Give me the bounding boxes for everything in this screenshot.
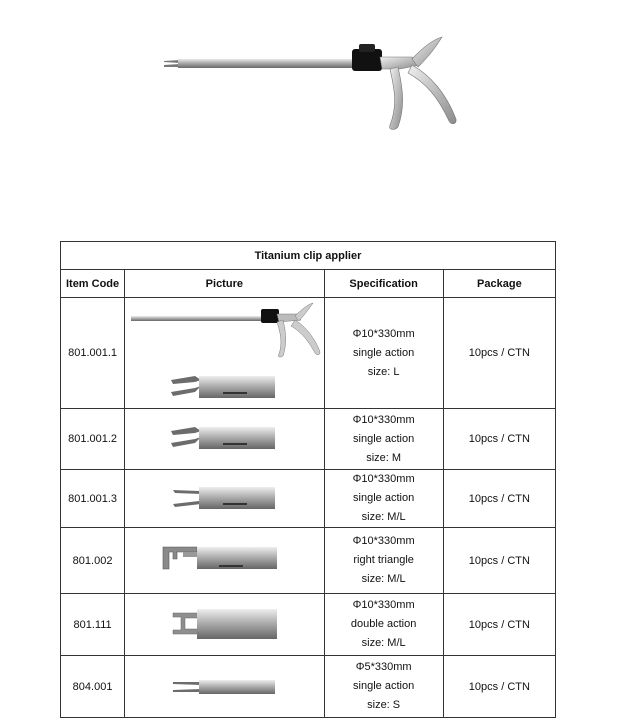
- header-picture: Picture: [125, 270, 324, 298]
- table-title: Titanium clip applier: [61, 242, 556, 270]
- item-code: 801.111: [61, 594, 125, 656]
- instrument-tip-image: [127, 672, 322, 702]
- spec-action: double action: [350, 618, 417, 630]
- table-header-row: [61, 270, 556, 298]
- table-row: [61, 594, 556, 656]
- spec-diameter: Φ10*330mm: [352, 327, 415, 340]
- product-picture: [125, 528, 324, 594]
- specification-cell: [324, 594, 443, 656]
- header-item-code: Item Code: [61, 270, 125, 298]
- table-row: [61, 656, 556, 718]
- instrument-tip-image: [127, 539, 322, 583]
- spec-diameter: Φ10*330mm: [352, 599, 415, 611]
- spec-size: size: S: [367, 699, 401, 711]
- item-code: 801.001.2: [61, 409, 125, 470]
- spec-size: size: M/L: [361, 573, 406, 585]
- package-cell: 10pcs / CTN: [443, 594, 555, 656]
- item-code: 804.001: [61, 656, 125, 718]
- specification-cell: [324, 298, 443, 409]
- product-picture: [125, 298, 324, 409]
- package-cell: 10pcs / CTN: [443, 409, 555, 470]
- package-cell: 10pcs / CTN: [443, 528, 555, 594]
- spec-action: right triangle: [353, 554, 414, 566]
- instrument-tip-image: [127, 419, 322, 459]
- spec-diameter: Φ10*330mm: [352, 535, 415, 547]
- specification-cell: [324, 656, 443, 718]
- table-row: [61, 528, 556, 594]
- item-code: 801.002: [61, 528, 125, 594]
- spec-diameter: Φ10*330mm: [352, 473, 415, 485]
- package-cell: 10pcs / CTN: [443, 470, 555, 528]
- spec-action: single action: [353, 492, 415, 504]
- specification-cell: [324, 470, 443, 528]
- specification-cell: [324, 409, 443, 470]
- product-spec-table: [60, 241, 556, 718]
- instrument-tip-image: [127, 479, 322, 519]
- table-row: [61, 470, 556, 528]
- spec-diameter: Φ5*330mm: [355, 661, 412, 673]
- spec-size: size: M/L: [361, 511, 406, 523]
- package-cell: 10pcs / CTN: [443, 656, 555, 718]
- spec-size: size: L: [367, 365, 400, 378]
- package-cell: 10pcs / CTN: [443, 298, 555, 409]
- product-picture: [125, 594, 324, 656]
- item-code: 801.001.3: [61, 470, 125, 528]
- clip-applier-hero-image: [150, 35, 470, 135]
- header-package: Package: [443, 270, 555, 298]
- product-picture: [125, 656, 324, 718]
- spec-action: single action: [353, 346, 415, 359]
- header-specification: Specification: [324, 270, 443, 298]
- spec-size: size: M/L: [361, 637, 406, 649]
- product-picture: [125, 470, 324, 528]
- instrument-tip-image: [127, 603, 322, 647]
- spec-diameter: Φ10*330mm: [352, 413, 415, 426]
- item-code: 801.001.1: [61, 298, 125, 409]
- spec-action: single action: [353, 432, 415, 445]
- full-instrument-image: [127, 300, 322, 406]
- spec-size: size: M: [366, 451, 402, 464]
- table-row: [61, 298, 556, 409]
- table-row: [61, 409, 556, 470]
- product-picture: [125, 409, 324, 470]
- spec-action: single action: [353, 680, 415, 692]
- specification-cell: [324, 528, 443, 594]
